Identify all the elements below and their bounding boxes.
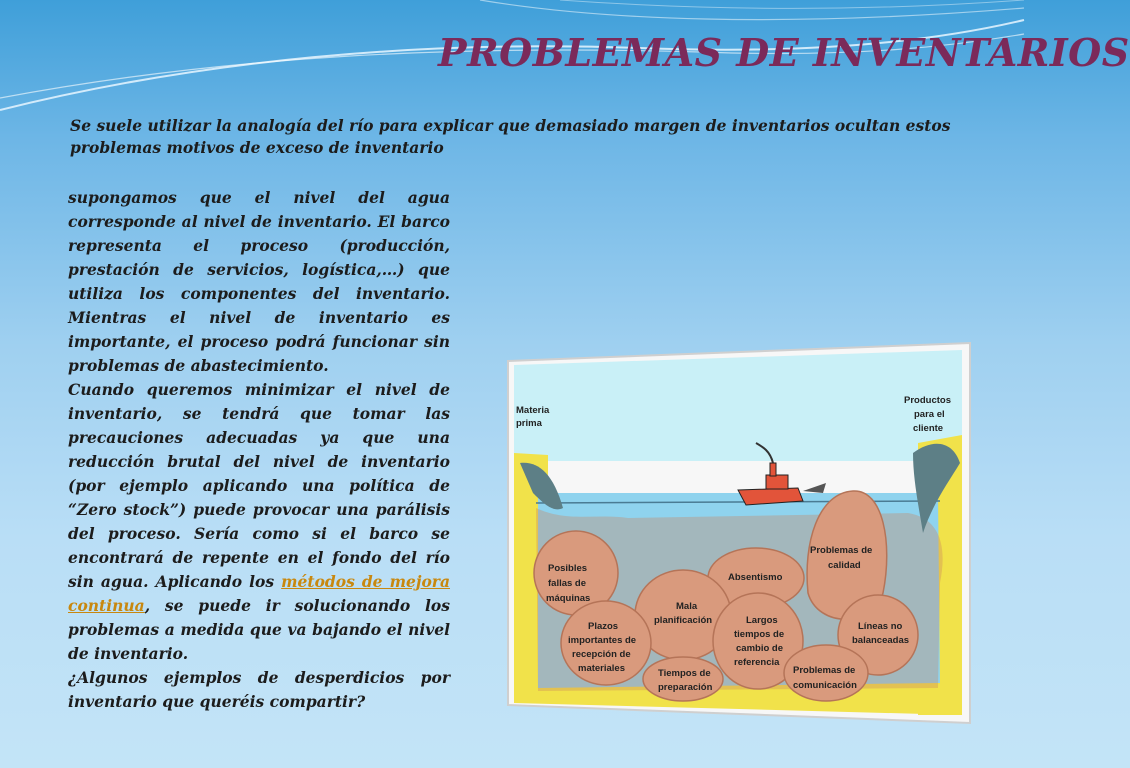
label-materia: Materia <box>516 405 550 416</box>
label-absentismo: Absentismo <box>728 572 783 583</box>
label-balanceadas: balanceadas <box>852 635 910 646</box>
label-lineas-no: Líneas no <box>858 621 903 632</box>
label-plazos: Plazos <box>588 621 619 632</box>
label-cambio-de: cambio de <box>736 643 783 654</box>
paragraph-2-after: , se puede ir solucionando los problemas a medida que va bajando el nivel de inventario. <box>68 596 450 663</box>
label-para-el: para el <box>914 409 945 420</box>
rock-tiempos-preparacion <box>643 657 723 701</box>
label-problemas-de-2: Problemas de <box>793 665 856 676</box>
label-mala: Mala <box>676 601 698 612</box>
label-preparacion: preparación <box>658 682 713 693</box>
label-referencia: referencia <box>734 657 780 668</box>
mejora-continua-link[interactable]: métodos de mejora continua <box>68 572 450 615</box>
label-largos: Largos <box>746 615 778 626</box>
river-analogy-figure <box>508 343 970 723</box>
page-title: PROBLEMAS DE INVENTARIOS <box>438 30 1130 75</box>
label-prima: prima <box>516 418 542 429</box>
label-materiales: materiales <box>578 663 626 674</box>
label-productos: Productos <box>904 395 951 406</box>
label-tiempos-de: tiempos de <box>734 629 785 640</box>
label-fallas-de: fallas de <box>548 578 587 589</box>
paragraph-1: supongamos que el nivel del agua corresponde al nivel de inventario. El barco representa el proceso (producción, prestación de servicios, logística,…) que utiliza los componentes del inventario. Mientras el nivel de inventario es importante, el proceso podrá funcionar sin problemas de abastecimiento. <box>68 188 450 375</box>
label-recepcion-de: recepción de <box>572 649 631 660</box>
label-posibles: Posibles <box>548 563 588 574</box>
paragraph-2-before: Cuando queremos minimizar el nivel de inventario, se tendrá que tomar las precauciones adecuadas ya que una reducción brutal del nivel de inventario (por ejemplo aplicando una política de “Zero stock”) puede provocar una parálisis del proceso. Sería como si el barco se encontrará de repente en el fondo del río sin agua. Aplicando los <box>68 380 450 591</box>
paragraph-3: ¿Algunos ejemplos de desperdicios por inventario que queréis compartir? <box>68 668 450 711</box>
paragraph-2 <box>68 378 450 666</box>
label-maquinas: máquinas <box>546 593 591 604</box>
label-planificacion: planificación <box>654 615 713 626</box>
body-text <box>68 186 450 714</box>
label-problemas-de: Problemas de <box>810 545 873 556</box>
label-calidad: calidad <box>828 560 861 571</box>
label-comunicacion: comunicación <box>793 680 857 691</box>
intro-text: Se suele utilizar la analogía del río para explicar que demasiado margen de inventarios ocultan estos problemas motivos de exceso de inventario <box>70 116 951 157</box>
label-tiempos-de-2: Tiempos de <box>658 668 711 679</box>
river-diagram <box>508 343 970 723</box>
label-importantes-de: importantes de <box>568 635 637 646</box>
label-cliente: cliente <box>913 423 944 434</box>
